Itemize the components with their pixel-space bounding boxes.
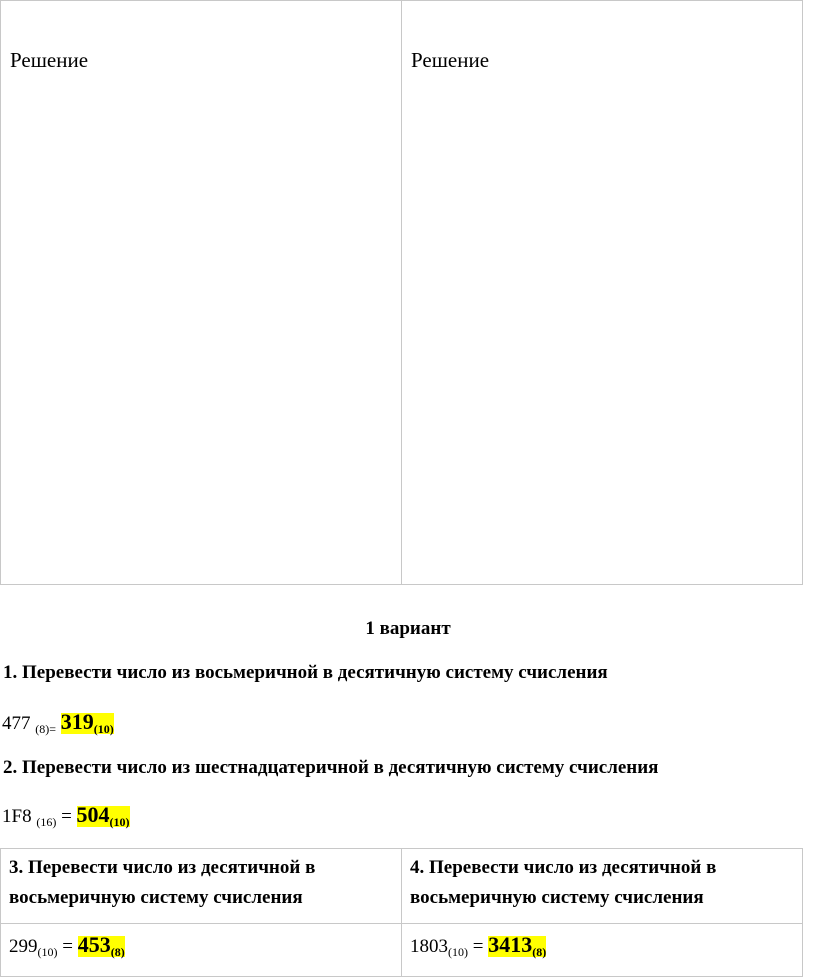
task1-question: 1. Перевести число из восьмеричной в десятичную систему счисления — [3, 662, 608, 683]
task4-number: 1803 — [410, 936, 448, 957]
task3-question-line2: восьмеричную систему счисления — [9, 887, 303, 908]
task4-answer — [488, 932, 547, 959]
task2-question: 2. Перевести число из шестнадцатеричной в десятичную систему счисления — [3, 757, 659, 778]
task1-equals: = — [49, 722, 57, 736]
tasks-table — [0, 848, 803, 977]
task4-base-to: (8) — [532, 945, 547, 959]
task1-answer — [60, 709, 114, 736]
task4-base-from: (10) — [448, 945, 468, 959]
task4-question — [402, 849, 803, 924]
task4-question-line2: восьмеричную систему счисления — [410, 887, 704, 908]
task2-base-to: (10) — [109, 815, 130, 829]
task3-equals: = — [62, 936, 73, 957]
task1-base-to: (10) — [93, 722, 114, 736]
variant-title: 1 вариант — [365, 618, 451, 639]
task2-answer — [76, 802, 130, 829]
task3-base-to: (8) — [110, 945, 125, 959]
task4-equals: = — [472, 936, 484, 957]
task3-answer-value: 453 — [77, 932, 111, 957]
solution-label-right: Решение — [411, 48, 490, 72]
task1-base-from: (8) — [35, 722, 50, 736]
task2-answer-value: 504 — [76, 802, 110, 827]
task4-question-line1: 4. Перевести число из десятичной в — [410, 857, 717, 878]
task3-question-line1: 3. Перевести число из десятичной в — [9, 857, 316, 878]
task3-answer-line — [1, 924, 402, 977]
task1-answer-line — [2, 709, 114, 737]
task2-answer-line — [2, 802, 130, 830]
task2-base-from: (16) — [36, 815, 57, 829]
task2-equals: = — [61, 806, 72, 827]
solution-cell-left — [1, 1, 402, 585]
solution-cell-right — [402, 1, 803, 585]
solution-label-left: Решение — [10, 48, 89, 72]
task3-answer — [77, 932, 125, 959]
task4-answer-value: 3413 — [488, 932, 533, 957]
task3-base-from: (10) — [37, 945, 58, 959]
task4-answer-line — [402, 924, 803, 977]
task3-number: 299 — [9, 936, 38, 957]
task3-question — [1, 849, 402, 924]
task1-number: 477 — [2, 713, 31, 734]
task1-answer-value: 319 — [60, 709, 94, 734]
task2-number: 1F8 — [2, 806, 32, 827]
